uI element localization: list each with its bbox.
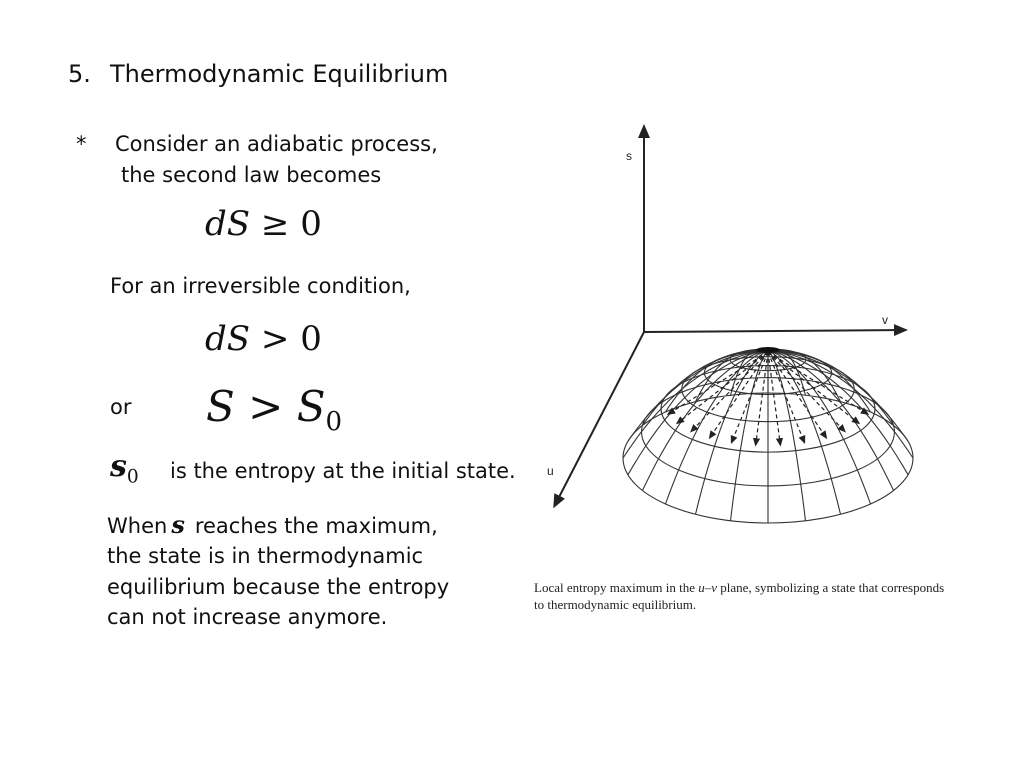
dome-meridian [768,350,894,491]
axis-label-u: u [547,464,554,478]
when-symbol: s [171,510,185,539]
caption-part-c: to thermodynamic equilibrium. [534,597,697,612]
v-axis [644,330,902,332]
dome-meridian [642,350,768,491]
eq3-rhs: S [296,382,326,431]
s0-description: is the entropy at the initial state. [170,459,516,483]
caption-dash: – [704,580,712,595]
u-axis [556,332,644,503]
bullet-symbol: * [76,132,87,156]
title-number: 5. [68,60,91,88]
caption-u: u [698,580,705,595]
entropy-peak [756,347,780,353]
eq1-rhs: 0 [300,204,322,244]
paragraph-line-4: can not increase anymore. [107,605,388,629]
axis-label-s: s [626,149,632,163]
dome-meridian [666,350,769,412]
eq3-op: > [248,382,284,431]
eq1-op: ≥ [260,204,290,244]
eq2-lhs: dS [205,319,251,359]
or-text: or [110,395,132,419]
when-rest: reaches the maximum, [194,514,438,538]
title-text: Thermodynamic Equilibrium [110,60,449,88]
when-word: When [107,514,168,538]
s0-subscript: 0 [126,466,139,488]
dome-meridian [768,350,806,521]
irreversible-text: For an irreversible condition, [110,274,411,298]
intro-line-2: the second law becomes [121,163,382,187]
eq2-rhs: 0 [300,319,322,359]
dome-meridian [731,350,769,521]
axis-label-v: v [882,313,888,327]
eq3-sub: 0 [325,407,343,438]
s0-letter: s [110,449,127,484]
eq1-lhs: dS [205,204,251,244]
caption-v: v [711,580,718,595]
eq3-lhs: S [206,382,235,431]
paragraph-line-3: equilibrium because the entropy [107,575,450,599]
caption-part-b: plane, symbolizing a state that corresponds [717,580,945,595]
figure-caption [534,579,1004,613]
intro-line-1: Consider an adiabatic process, [115,132,438,156]
entropy-dome [623,349,913,523]
paragraph-line-2: the state is in thermodynamic [107,544,424,568]
dome-meridian [768,350,871,412]
eq2-op: > [260,319,290,359]
caption-part-a: Local entropy maximum in the [534,580,699,595]
